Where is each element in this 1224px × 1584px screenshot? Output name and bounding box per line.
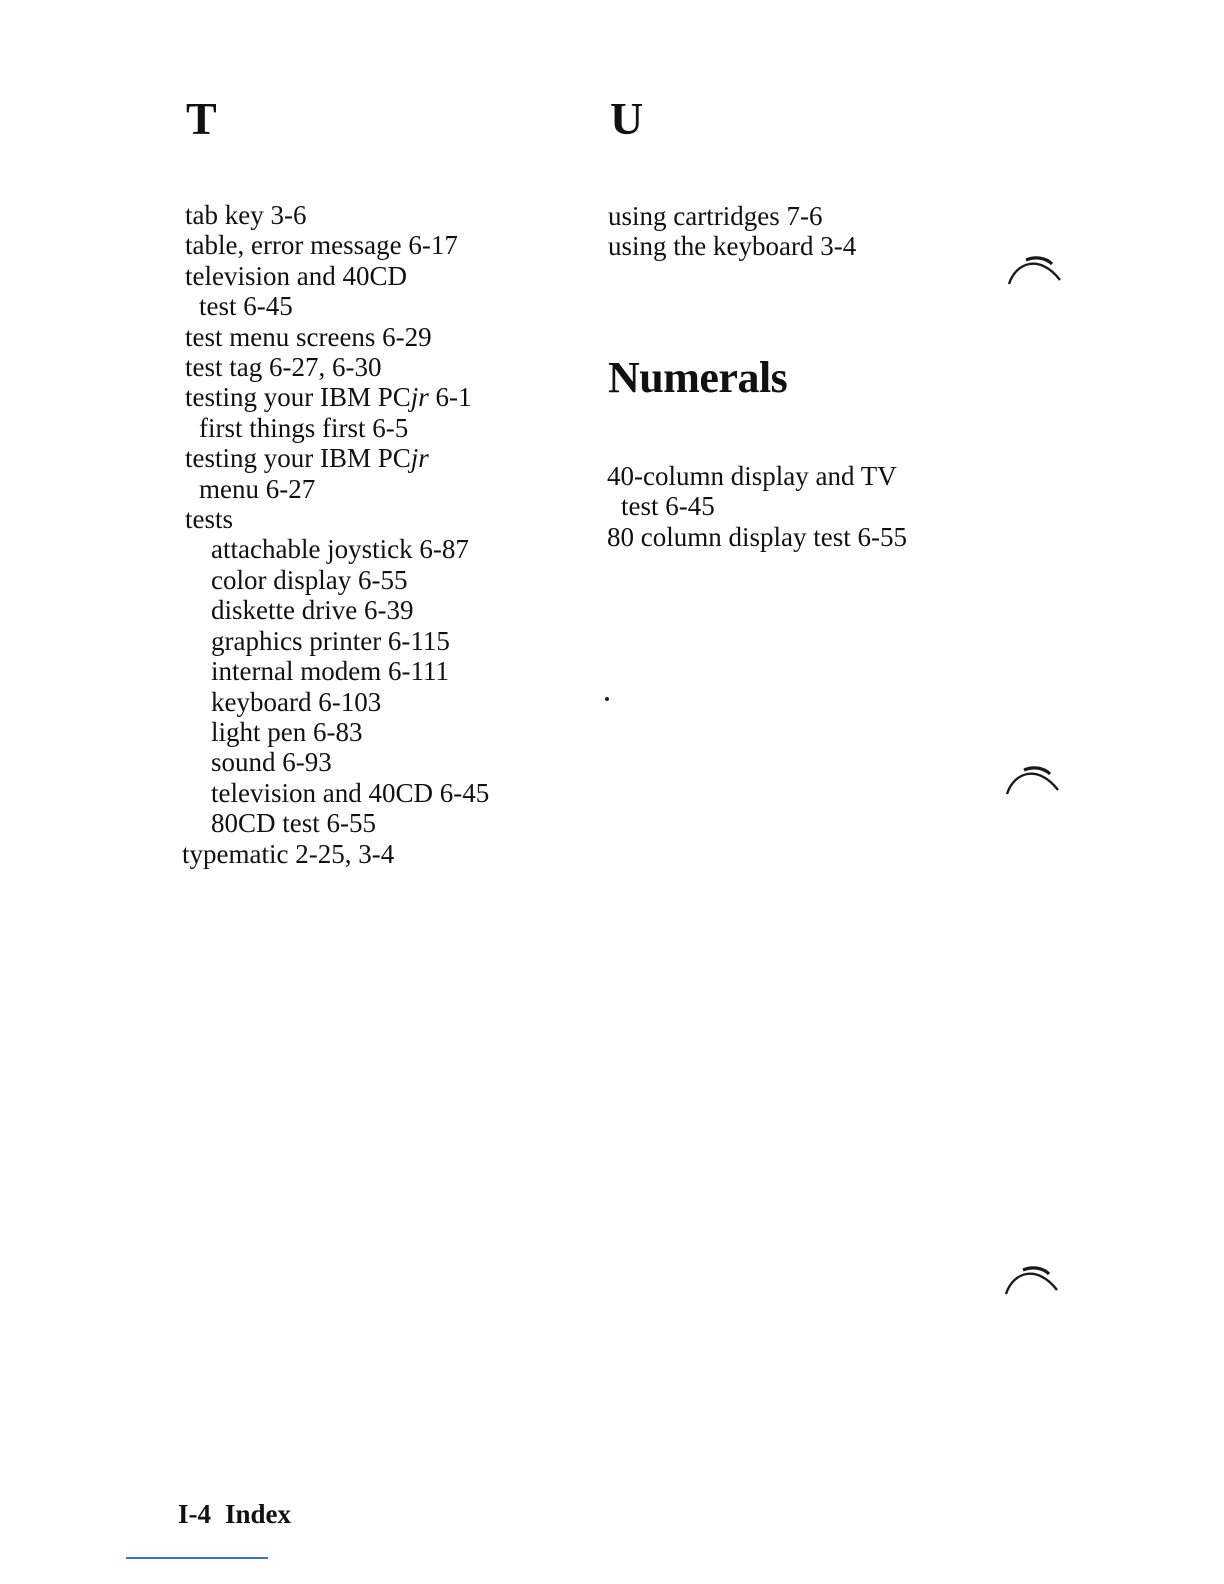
punch-hole-icon <box>1003 1262 1059 1296</box>
index-entry-continuation: first things first 6-5 <box>199 412 409 443</box>
index-entry: test menu screens 6-29 <box>185 321 432 352</box>
index-subentry: television and 40CD 6-45 <box>211 777 490 808</box>
section-letter-u: U <box>610 93 645 144</box>
index-entry: using cartridges 7-6 <box>608 201 823 231</box>
index-subentry: keyboard 6-103 <box>211 686 382 717</box>
footer-page-number: I-4 <box>178 1499 211 1529</box>
punch-hole-icon <box>1006 252 1062 286</box>
index-subentry: graphics printer 6-115 <box>211 625 450 656</box>
index-subentry: attachable joystick 6-87 <box>211 534 469 565</box>
index-entry: testing your IBM PCjr 6-1 <box>185 382 472 413</box>
footer-label: Index <box>225 1499 292 1529</box>
index-entry: typematic 2-25, 3-4 <box>182 838 395 869</box>
index-entry: test tag 6-27, 6-30 <box>185 352 382 383</box>
index-subentry: diskette drive 6-39 <box>211 595 414 626</box>
index-entry: 80 column display test 6-55 <box>607 521 907 552</box>
index-list-u <box>608 201 1008 262</box>
index-entry: 40-column display and TV <box>607 461 897 491</box>
index-subentry: internal modem 6-111 <box>211 656 449 687</box>
index-entry: table, error message 6-17 <box>185 230 458 261</box>
index-entry: tests <box>185 504 234 535</box>
index-entry-continuation: test 6-45 <box>621 491 715 522</box>
punch-hole-icon <box>1004 762 1060 796</box>
footer-rule <box>126 1557 268 1559</box>
index-subentry: light pen 6-83 <box>211 716 363 747</box>
index-list-t <box>182 200 585 869</box>
section-heading-numerals: Numerals <box>608 353 788 402</box>
index-subentry: sound 6-93 <box>211 747 332 778</box>
index-entry-continuation: menu 6-27 <box>199 473 316 504</box>
index-list-numerals <box>607 461 1027 552</box>
index-entry: television and 40CD <box>185 260 407 291</box>
index-entry-continuation: test 6-45 <box>199 291 293 322</box>
page-footer <box>178 1501 291 1528</box>
index-entry: tab key 3-6 <box>185 200 307 230</box>
index-entry: testing your IBM PCjr <box>185 443 429 474</box>
index-subentry: color display 6-55 <box>211 564 408 595</box>
stray-dot <box>605 697 609 701</box>
index-entry: using the keyboard 3-4 <box>608 231 857 262</box>
section-letter-t: T <box>186 93 218 144</box>
index-subentry: 80CD test 6-55 <box>211 808 376 839</box>
